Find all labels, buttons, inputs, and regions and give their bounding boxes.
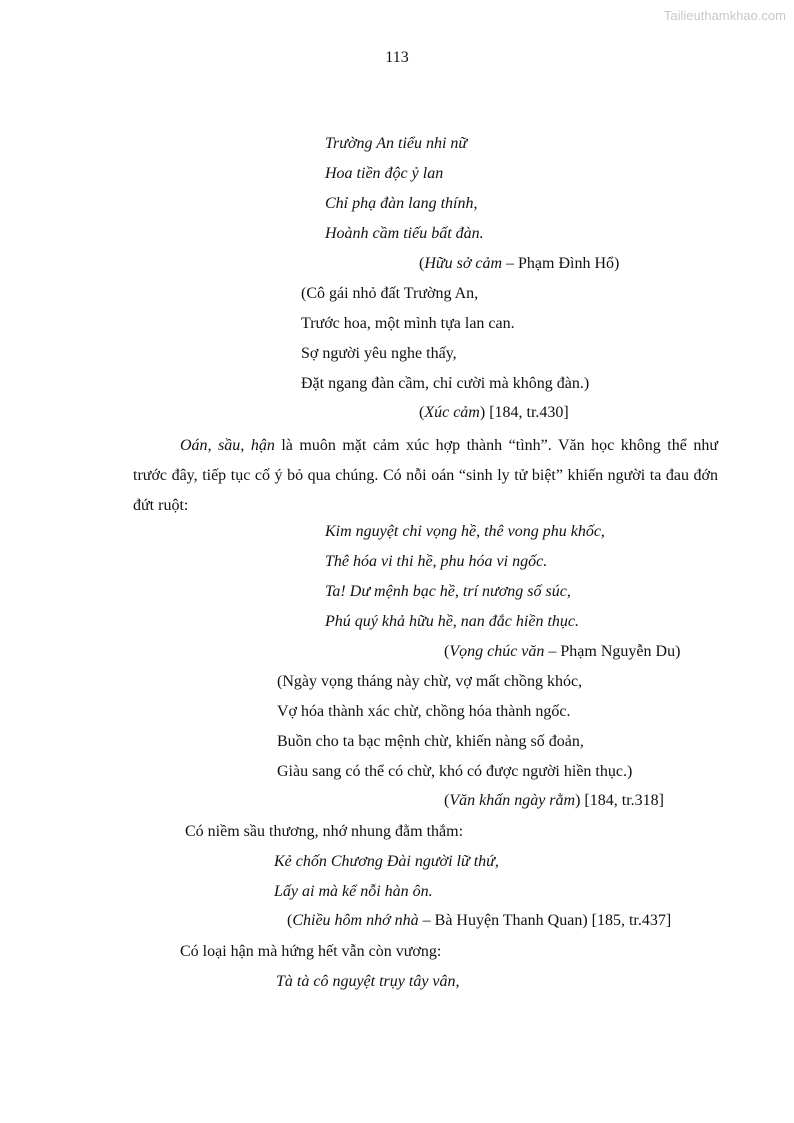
poem1-source-title: Hữu sở cảm [424, 255, 503, 272]
separator: , [240, 437, 251, 454]
translation2-line-3: Buồn cho ta bạc mệnh chừ, khiến nàng số đoản, [277, 733, 584, 750]
separator: , [207, 437, 219, 454]
open-paren: ( [419, 255, 425, 272]
poem2-line-3: Ta! Dư mệnh bạc hề, trí nương số súc, [325, 583, 571, 600]
translation2-source-title: Văn khấn ngày rằm [449, 792, 576, 809]
poem1-line-3: Chỉ phạ đàn lang thính, [325, 195, 478, 212]
page-number: 113 [385, 49, 409, 66]
poem1-line-1: Trường An tiểu nhi nữ [325, 135, 468, 152]
poem3-line-2: Lấy ai mà kể nỗi hàn ôn. [274, 883, 433, 900]
intro-regret: Có loại hận mà hứng hết vẫn còn vương: [180, 943, 442, 960]
translation1-source [419, 403, 569, 423]
term-oan: Oán [180, 437, 208, 454]
poem2-line-1: Kim nguyệt chi vọng hề, thê vong phu khốc, [325, 523, 605, 540]
poem1-source [419, 254, 619, 274]
body-paragraph [133, 431, 718, 521]
translation2-line-4: Giàu sang có thể có chừ, khó có được người hiền thục.) [277, 763, 633, 780]
watermark: Tailieuthamkhao.com [663, 8, 786, 23]
open-paren: ( [287, 912, 293, 929]
term-han: hận [250, 437, 275, 454]
poem4-line-1: Tà tà cô nguyệt trụy tây vân, [276, 973, 460, 990]
poem1-line-2: Hoa tiền độc ỷ lan [325, 165, 444, 182]
open-paren: ( [444, 643, 450, 660]
open-paren: ( [419, 404, 425, 421]
translation1-line-2: Trước hoa, một mình tựa lan can. [301, 315, 515, 332]
poem1-line-4: Hoành cầm tiếu bất đàn. [325, 225, 484, 242]
translation1-line-3: Sợ người yêu nghe thấy, [301, 345, 457, 362]
translation1-source-ref: ) [184, tr.430] [479, 404, 569, 421]
translation2-line-1: (Ngày vọng tháng này chừ, vợ mất chồng khóc, [277, 673, 583, 690]
translation1-line-4: Đặt ngang đàn cầm, chỉ cười mà không đàn.) [301, 375, 590, 392]
poem2-source [444, 642, 680, 662]
translation1-source-title: Xúc cảm [424, 404, 480, 421]
poem1-source-author: – Phạm Đình Hổ) [502, 255, 620, 272]
poem2-source-author: – Phạm Nguyễn Du) [544, 643, 681, 660]
poem3-line-1: Kẻ chốn Chương Đài người lữ thứ, [274, 853, 499, 870]
poem2-line-4: Phú quý khả hữu hề, nan đắc hiền thục. [325, 613, 579, 630]
poem2-source-title: Vọng chúc văn [449, 643, 545, 660]
paragraph-text: là muôn mặt cảm xúc hợp thành “tình”. Văn học không thể như trước đây, tiếp tục cố ý bỏ qua chúng. Có nỗi oán “sinh ly tử biệt” khiến người ta đau đớn đứt ruột: [133, 437, 719, 514]
translation2-source [444, 791, 664, 811]
poem3-source-author: – Bà Huyện Thanh Quan) [185, tr.437] [418, 912, 672, 929]
open-paren: ( [444, 792, 450, 809]
translation1-line-1: (Cô gái nhỏ đất Trường An, [301, 285, 479, 302]
translation2-line-2: Vợ hóa thành xác chừ, chồng hóa thành ngốc. [277, 703, 571, 720]
poem2-line-2: Thê hóa vi thi hề, phu hóa vi ngốc. [325, 553, 548, 570]
intro-longing: Có niềm sầu thương, nhớ nhung đằm thắm: [185, 823, 464, 840]
poem3-source [287, 911, 671, 931]
translation2-source-ref: ) [184, tr.318] [575, 792, 664, 809]
term-sau: sầu [218, 437, 241, 454]
poem3-source-title: Chiều hôm nhớ nhà [292, 912, 419, 929]
